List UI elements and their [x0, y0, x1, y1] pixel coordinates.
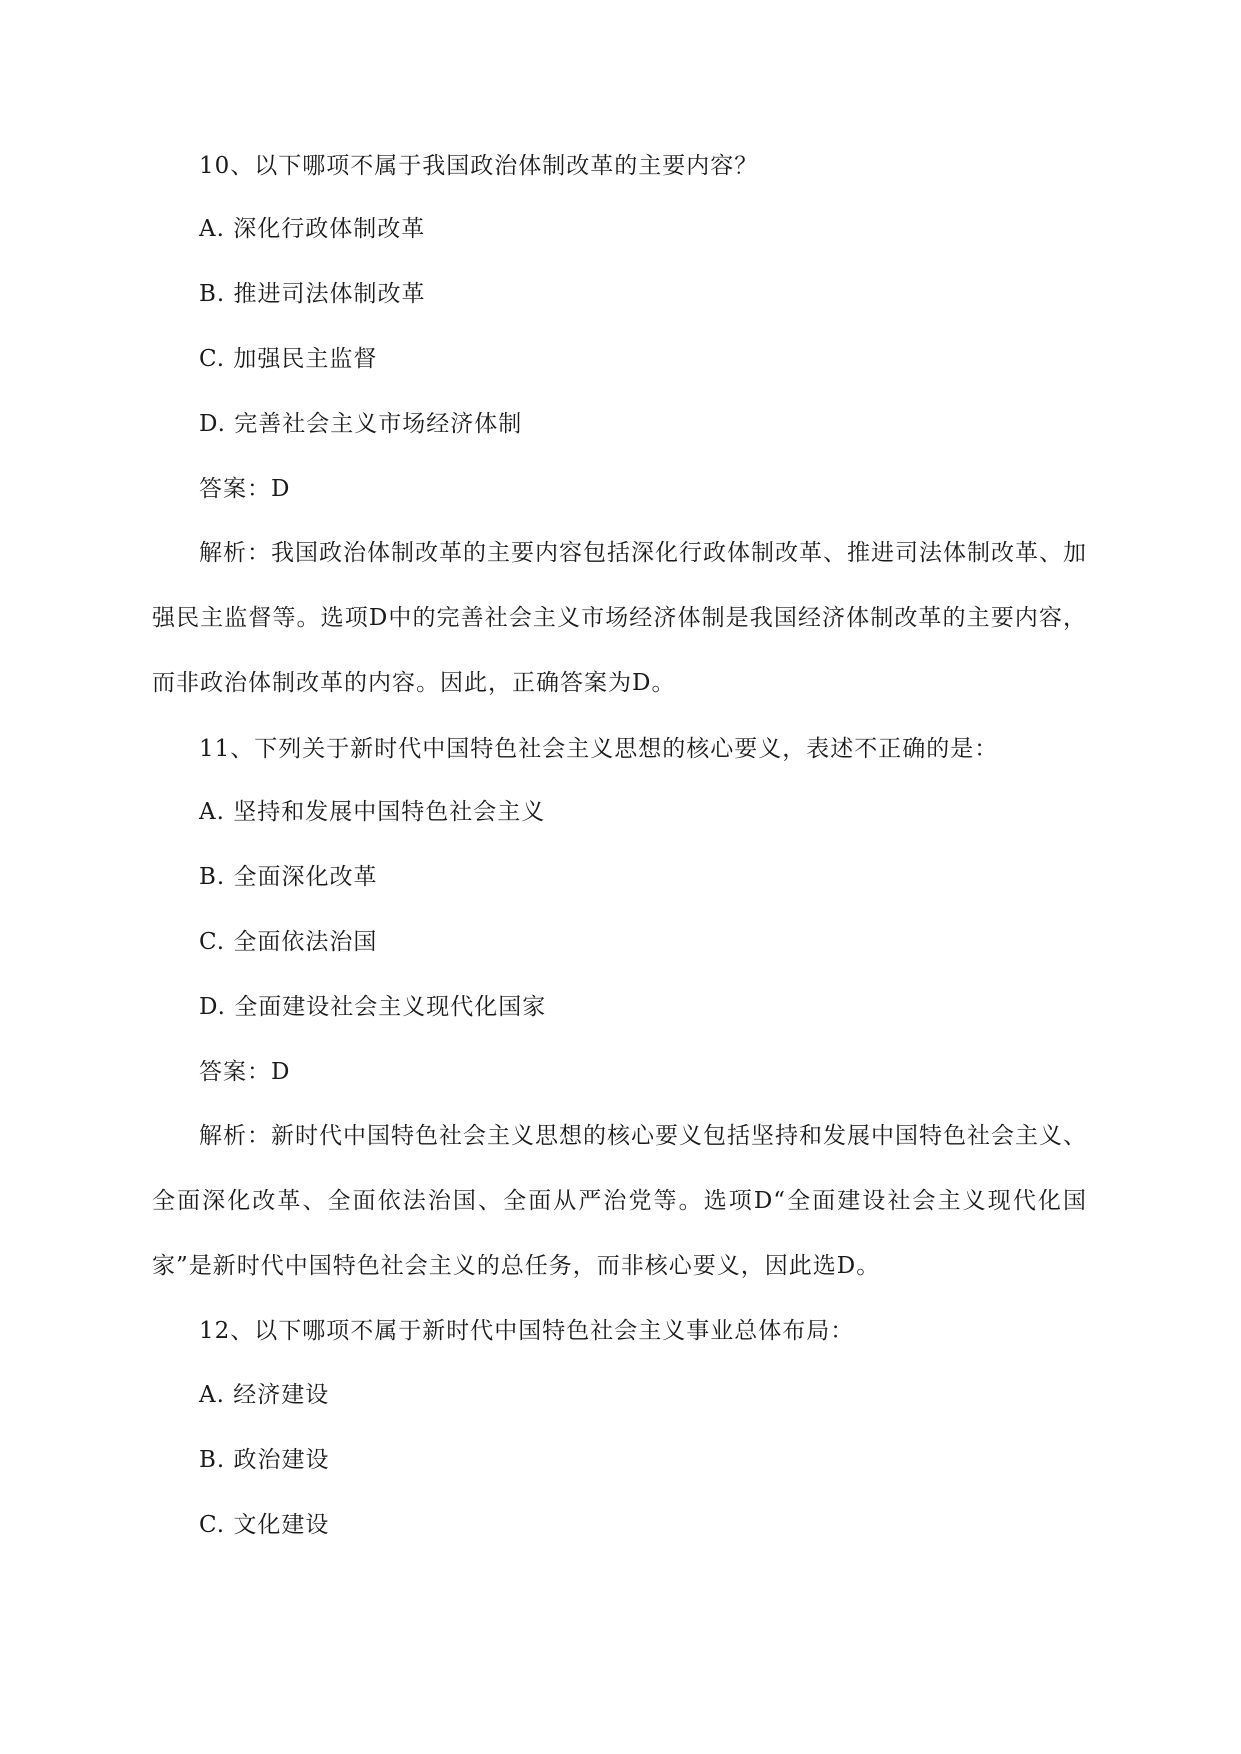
question-11-option-b: B. 全面深化改革: [199, 864, 378, 890]
question-11-option-d: D. 全面建设社会主义现代化国家: [199, 994, 547, 1020]
question-12-stem: 12、以下哪项不属于新时代中国特色社会主义事业总体布局：: [199, 1318, 855, 1344]
question-11-analysis: 解析：新时代中国特色社会主义思想的核心要义包括坚持和发展中国特色社会主义、全面深化改革、全面依法治国、全面从严治党等。选项D“全面建设社会主义现代化国家”是新时代中国特色社会主义的总任务，而非核心要义，因此选D。: [152, 1123, 1087, 1279]
question-10-option-b: B. 推进司法体制改革: [199, 281, 426, 307]
question-11-option-c: C. 全面依法治国: [199, 929, 378, 955]
question-10-answer: 答案：D: [199, 476, 291, 502]
question-12-option-a: A. 经济建设: [199, 1382, 330, 1408]
question-11-stem: 11、下列关于新时代中国特色社会主义思想的核心要义，表述不正确的是：: [199, 736, 999, 762]
question-10-analysis: 解析：我国政治体制改革的主要内容包括深化行政体制改革、推进司法体制改革、加强民主监督等。选项D中的完善社会主义市场经济体制是我国经济体制改革的主要内容，而非政治体制改革的内容。因此，正确答案为D。: [152, 540, 1087, 696]
question-10-stem: 10、以下哪项不属于我国政治体制改革的主要内容？: [199, 153, 759, 179]
question-10-option-d: D. 完善社会主义市场经济体制: [199, 411, 523, 437]
question-10-option-a: A. 深化行政体制改革: [199, 216, 426, 242]
question-12-option-b: B. 政治建设: [199, 1447, 330, 1473]
question-10-option-c: C. 加强民主监督: [199, 346, 378, 372]
question-12-option-c: C. 文化建设: [199, 1512, 330, 1538]
question-11-option-a: A. 坚持和发展中国特色社会主义: [199, 799, 546, 825]
question-11-answer: 答案：D: [199, 1059, 291, 1085]
